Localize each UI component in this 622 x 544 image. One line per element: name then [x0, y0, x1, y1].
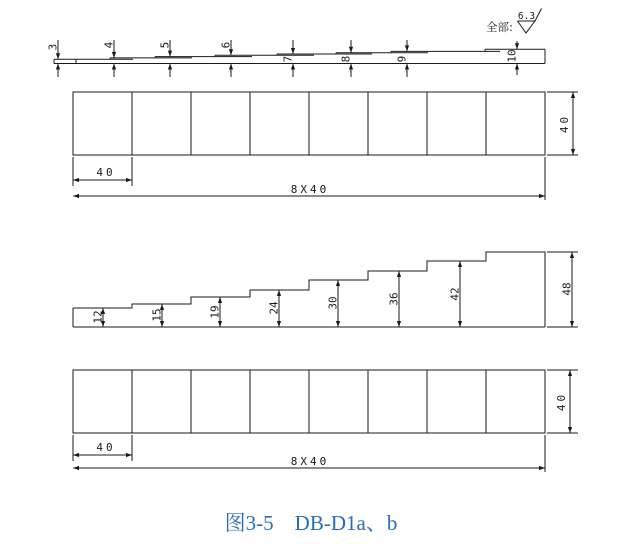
figure-caption: 图3-5 DB-D1a、b: [224, 511, 398, 535]
dim-label: 6: [219, 41, 233, 49]
step-profile-view: [73, 252, 578, 327]
dim-label: 5: [158, 41, 172, 49]
plan-b-dividers: [132, 370, 486, 433]
dim-label: 24: [267, 301, 281, 315]
dim-label: 15: [150, 308, 164, 322]
dim-label: 30: [326, 296, 340, 310]
plan-a-dim-lines: [73, 92, 573, 196]
top-profile-outline: [54, 49, 545, 63]
plan-b-dim-lines: [73, 370, 570, 468]
surface-note-prefix: 全部:: [486, 20, 513, 34]
dim-label: 48: [560, 282, 574, 296]
step-dim-lines: [103, 252, 572, 327]
dim-label: 40: [96, 166, 116, 179]
dim-label: 40: [555, 391, 568, 412]
plan-a-dividers: [132, 92, 486, 155]
dim-label: 19: [208, 305, 222, 319]
dim-label: 7: [281, 55, 295, 63]
plan-view-b: [73, 370, 578, 472]
dim-label: 40: [558, 113, 571, 134]
dim-label: 10: [505, 49, 519, 63]
dim-label: 9: [395, 55, 409, 63]
dim-label: 8X40: [290, 183, 330, 196]
dim-label: 12: [91, 310, 105, 324]
dim-label: 4: [102, 41, 116, 49]
step-profile-outline: [73, 252, 545, 327]
dim-label: 42: [448, 287, 462, 301]
dim-label: 36: [387, 292, 401, 306]
dim-label: 40: [96, 441, 116, 454]
plan-view-a: [73, 92, 578, 200]
dim-label: 8: [339, 55, 353, 63]
dim-label: 8X40: [290, 455, 330, 468]
roughness-value: 6.3: [517, 11, 536, 22]
surface-finish-note: [486, 9, 542, 35]
top-profile-view: [47, 40, 546, 77]
dim-label: 3: [46, 43, 60, 51]
step-dim-labels: [92, 282, 574, 323]
